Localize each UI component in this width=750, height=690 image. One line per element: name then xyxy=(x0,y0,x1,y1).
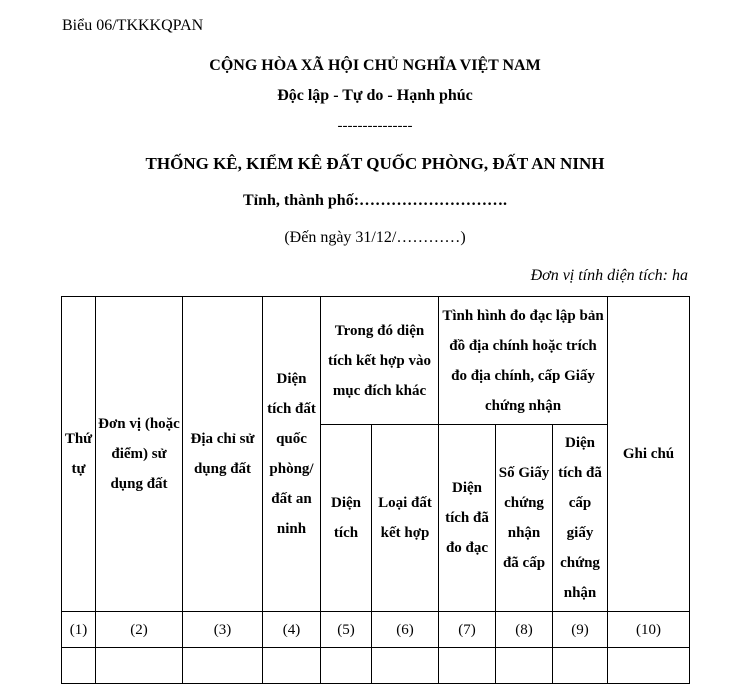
header-c9: Diện tích đã cấp giấy chứng nhận xyxy=(553,425,608,612)
empty-cell xyxy=(608,648,690,684)
col-number: (9) xyxy=(553,612,608,648)
header-group1: Trong đó diện tích kết hợp vào mục đích khác xyxy=(321,297,439,425)
header-c4: Diện tích đất quốc phòng/ đất an ninh xyxy=(263,297,321,612)
nation-heading: CỘNG HÒA XÃ HỘI CHỦ NGHĨA VIỆT NAM xyxy=(209,57,541,74)
col-number: (8) xyxy=(496,612,553,648)
empty-cell xyxy=(496,648,553,684)
empty-cell xyxy=(372,648,439,684)
header-c8: Số Giấy chứng nhận đã cấp xyxy=(496,425,553,612)
col-number: (6) xyxy=(372,612,439,648)
col-number: (7) xyxy=(439,612,496,648)
header-c3: Địa chỉ sử dụng đất xyxy=(183,297,263,612)
col-number: (4) xyxy=(263,612,321,648)
col-number: (2) xyxy=(96,612,183,648)
header-c2: Đơn vị (hoặc điểm) sử dụng đất xyxy=(96,297,183,612)
empty-cell xyxy=(263,648,321,684)
col-number: (3) xyxy=(183,612,263,648)
col-number: (1) xyxy=(62,612,96,648)
statistics-table xyxy=(61,296,690,684)
header-c10: Ghi chú xyxy=(608,297,690,612)
header-c6: Loại đất kết hợp xyxy=(372,425,439,612)
header-group2: Tình hình đo đạc lập bản đồ địa chính hoặc trích đo địa chính, cấp Giấy chứng nhận xyxy=(439,297,608,425)
motto: Độc lập - Tự do - Hạnh phúc xyxy=(277,87,473,104)
province-line: Tỉnh, thành phố:………………………. xyxy=(242,192,508,209)
document-title: THỐNG KÊ, KIỂM KÊ ĐẤT QUỐC PHÒNG, ĐẤT AN NINH xyxy=(145,154,605,173)
empty-cell xyxy=(62,648,96,684)
empty-cell xyxy=(439,648,496,684)
form-code: Biểu 06/TKKKQPAN xyxy=(62,17,204,34)
header-c1: Thứ tự xyxy=(62,297,96,612)
date-line: (Đến ngày 31/12/…………) xyxy=(284,229,466,246)
col-number: (10) xyxy=(608,612,690,648)
empty-cell xyxy=(321,648,372,684)
empty-cell xyxy=(96,648,183,684)
empty-cell xyxy=(553,648,608,684)
empty-cell xyxy=(183,648,263,684)
header-c5: Diện tích xyxy=(321,425,372,612)
separator-line: --------------- xyxy=(337,118,413,134)
header-c7: Diện tích đã đo đạc xyxy=(439,425,496,612)
col-number: (5) xyxy=(321,612,372,648)
unit-note: Đơn vị tính diện tích: ha xyxy=(530,267,688,284)
